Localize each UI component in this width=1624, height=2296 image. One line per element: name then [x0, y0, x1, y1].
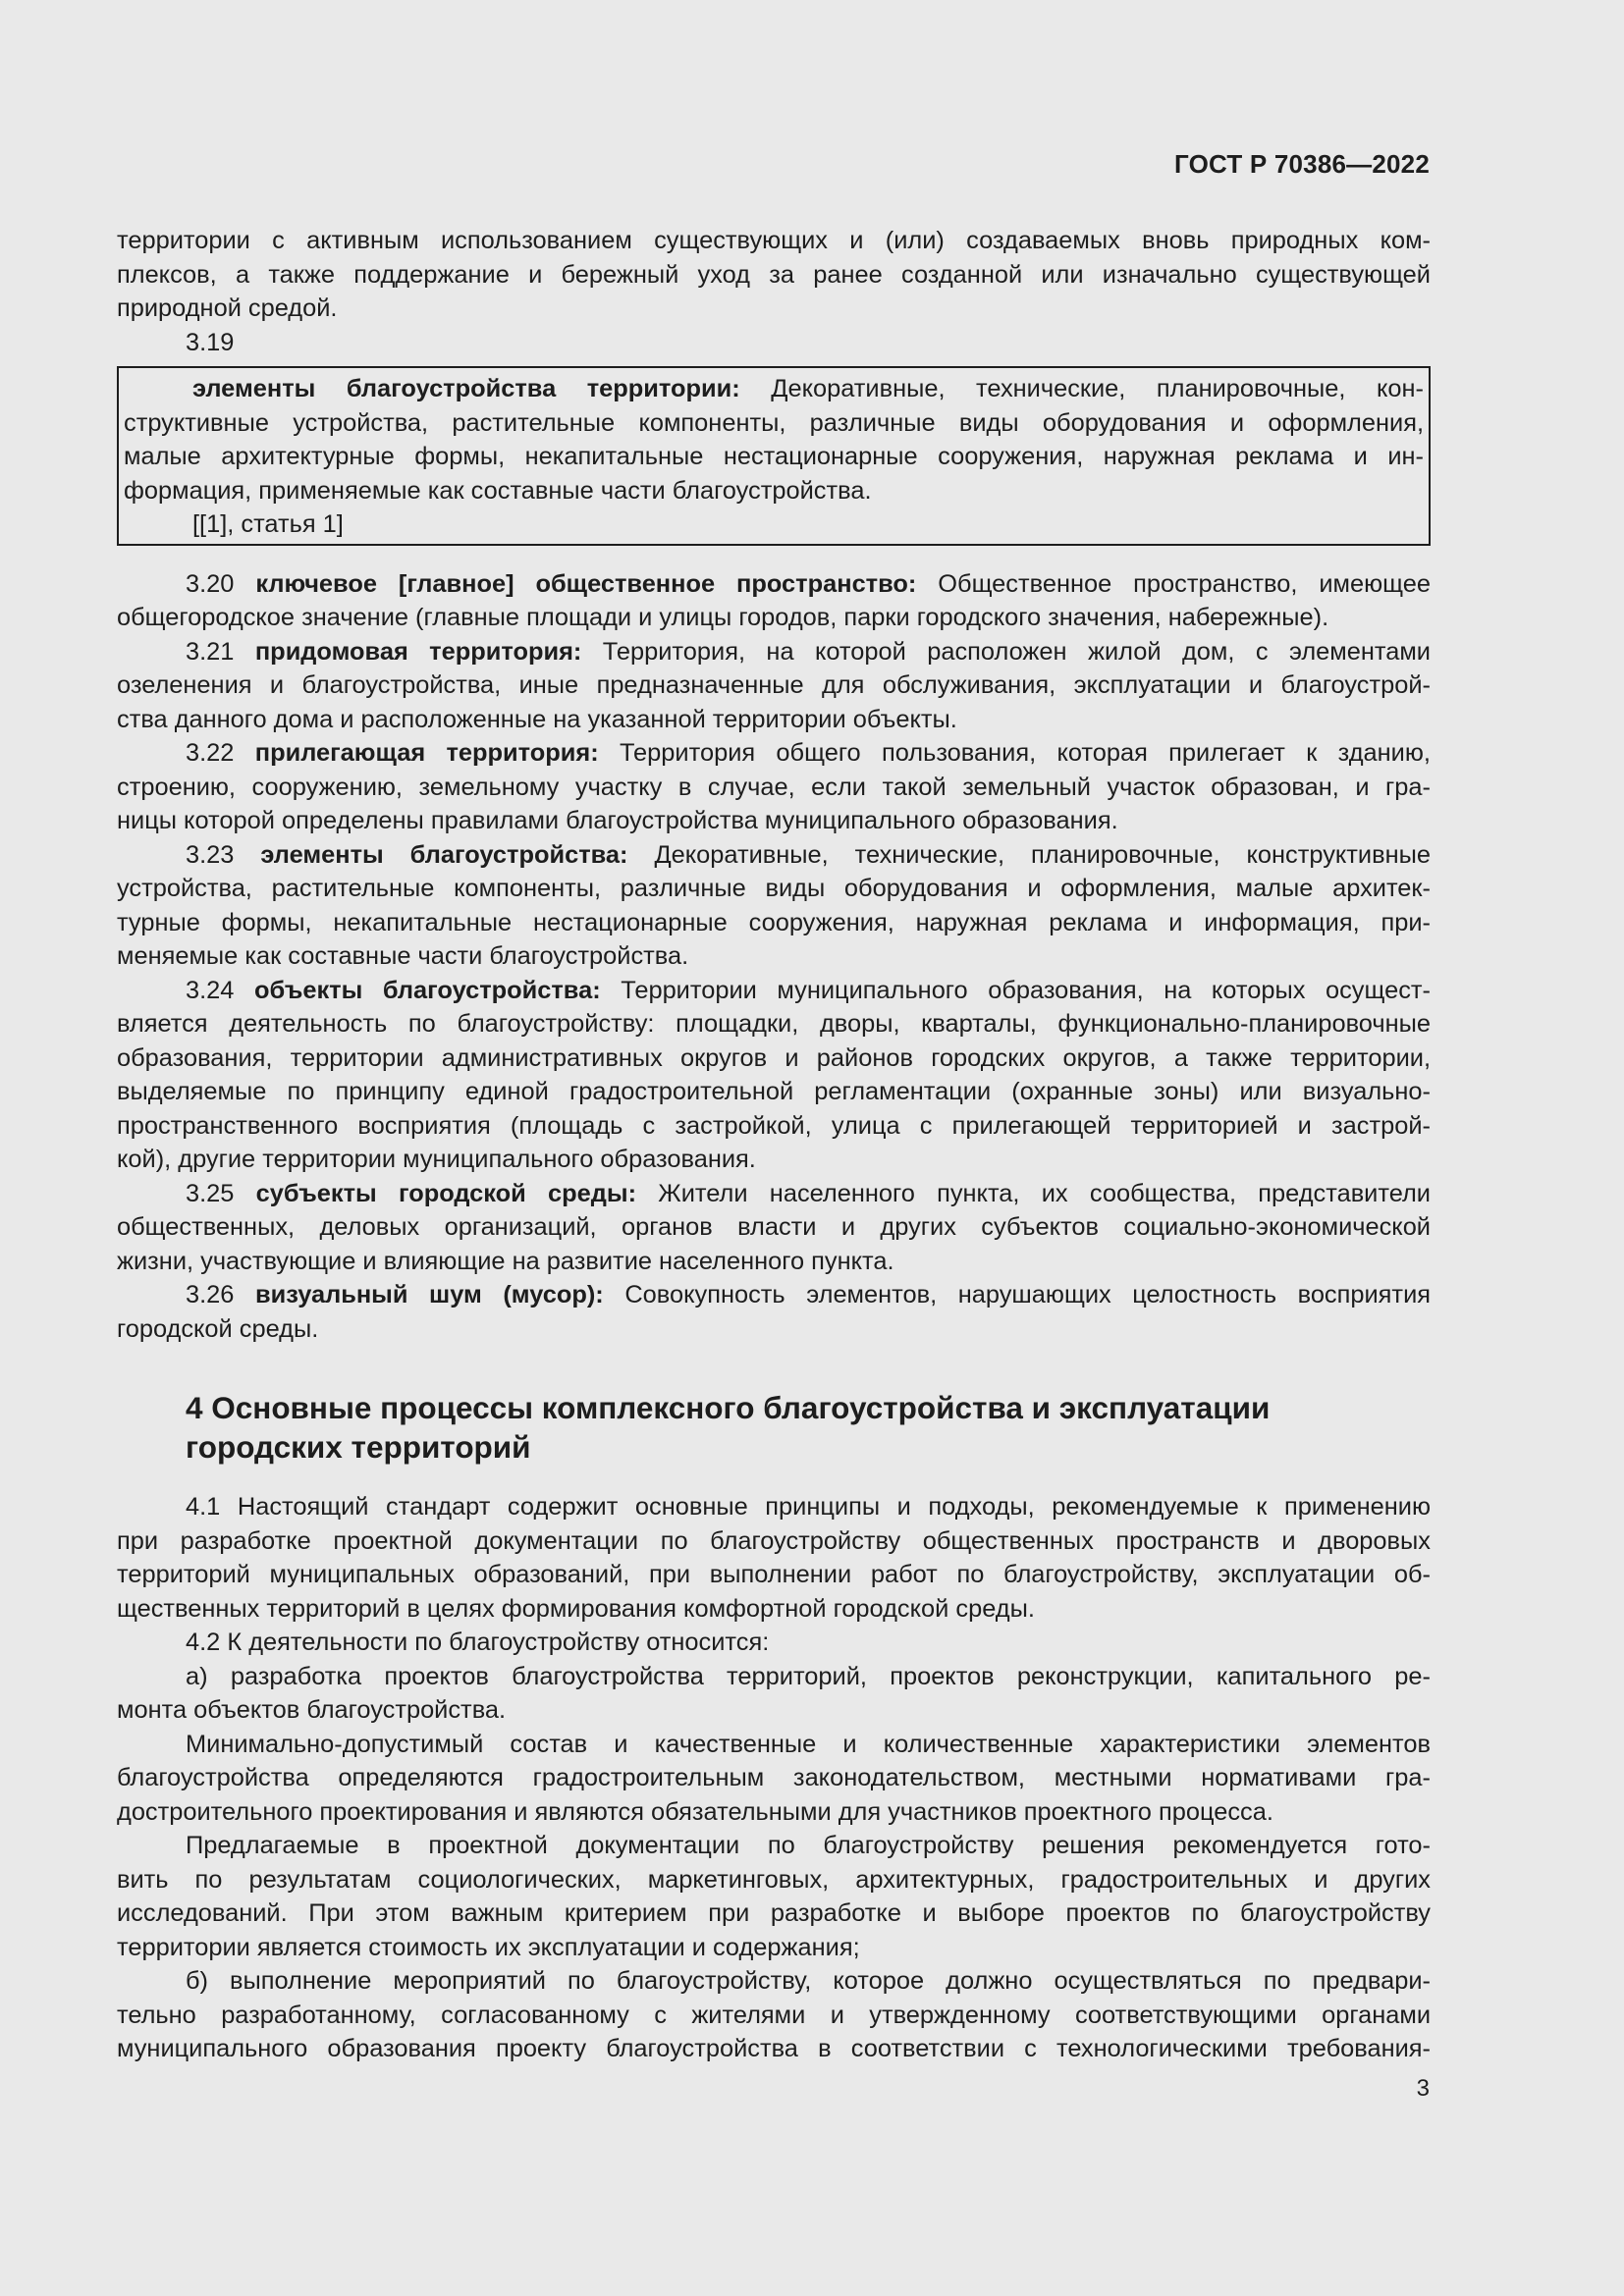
definition-3-22 — [117, 736, 1431, 838]
text-line: вляется деятельность по благоустройству: площадки, дворы, кварталы, функционально-планировочные — [117, 1010, 1431, 1038]
text-line: общегородское значение (главные площади и улицы городов, парки городского значения, набережные). — [117, 604, 1329, 631]
text-line: при разработке проектной документации по благоустройству общественных пространств и дворовых — [117, 1526, 1431, 1555]
term-definition-start: Территория, на которой расположен жилой дом, с элементами — [581, 637, 1431, 666]
text-line: благоустройства определяются градостроительным законодательством, местными нормативами гра- — [117, 1764, 1431, 1791]
text-line: пространственного восприятия (площадь с застройкой, улица с прилегающей территорией и застрой- — [117, 1111, 1431, 1140]
text-line: природной средой. — [117, 294, 338, 322]
text-line: кой), другие территории муниципального образования. — [117, 1146, 756, 1173]
definition-3-21 — [117, 635, 1431, 737]
text-line: исследований. При этом важным критерием при разработке и выборе проектов по благоустройству — [117, 1899, 1431, 1927]
text-line — [117, 838, 1431, 873]
term-name: объекты благоустройства: — [253, 976, 601, 1004]
text-line: устройства, растительные компоненты, различные виды оборудования и оформления, малые архитек- — [117, 875, 1431, 902]
term-name: элементы благоустройства: — [260, 840, 628, 869]
definition-3-26 — [117, 1278, 1431, 1346]
term-name: визуальный шум (мусор): — [254, 1281, 604, 1308]
paragraph — [117, 1626, 1431, 1660]
definition-3-20 — [117, 567, 1431, 635]
text-line: Минимально-допустимый состав и качественные и количественные характеристики элементов — [186, 1730, 1431, 1758]
text-line — [117, 1278, 1431, 1312]
section-4-heading — [186, 1388, 1431, 1467]
term-definition-start: Декоративные, технические, планировочные, кон- — [739, 375, 1424, 402]
definition-3-24 — [117, 974, 1431, 1177]
text-line: территории с активным использованием существующих и (или) создаваемых вновь природных ком- — [117, 227, 1431, 254]
text-line: тельно разработанному, согласованному с жителями и утвержденному соответствующими органами — [117, 2001, 1431, 2029]
term-name: прилегающая территория: — [254, 739, 599, 767]
term-definition-start: Жители населенного пункта, их сообщества, представители — [636, 1179, 1431, 1207]
clause-number: 3.22 — [186, 739, 255, 767]
text-line: структивные устройства, растительные компоненты, различные виды оборудования и оформления, — [124, 408, 1424, 437]
definition-3-25 — [117, 1177, 1431, 1279]
text-line: достроительного проектирования и являются обязательными для участников проектного процесса. — [117, 1797, 1273, 1826]
clause-number: 3.24 — [186, 976, 254, 1004]
text-line: образования, территории административных округов и районов городских округов, а также территории, — [117, 1043, 1431, 1072]
text-line: б) выполнение мероприятий по благоустройству, которое должно осуществляться по предвари- — [186, 1967, 1431, 1995]
text-line: Предлагаемые в проектной документации по благоустройству решения рекомендуется гото- — [186, 1832, 1431, 1859]
text-line: выделяемые по принципу единой градостроительной регламентации (охранные зоны) или визуально- — [117, 1078, 1431, 1105]
text-line — [117, 1177, 1431, 1211]
intro-paragraph — [117, 224, 1431, 326]
paragraph — [117, 1829, 1431, 1964]
term-definition-start: Общественное пространство, имеющее — [916, 569, 1431, 598]
clause-number: 3.26 — [186, 1281, 255, 1308]
section-heading-line: городских территорий — [186, 1429, 531, 1465]
text-line: территорий муниципальных образований, при выполнении работ по благоустройству, эксплуатации об- — [117, 1561, 1431, 1588]
text-line: меняемые как составные части благоустройства. — [117, 942, 689, 970]
clause-number: 3.25 — [186, 1179, 256, 1207]
clause-number: 3.20 — [186, 569, 256, 598]
text-line: формация, применяемые как составные части благоустройства. — [124, 476, 872, 505]
text-line: щественных территорий в целях формирования комфортной городской среды. — [117, 1594, 1035, 1623]
term-definition-start: Совокупность элементов, нарушающих целостность восприятия — [603, 1281, 1431, 1308]
text-line: плексов, а также поддержание и бережный уход за ранее созданной или изначально существующей — [117, 260, 1431, 289]
definition-3-23 — [117, 838, 1431, 974]
text-line: турные формы, некапитальные нестационарные сооружения, наружная реклама и информация, при- — [117, 908, 1431, 936]
text-line: вить по результатам социологических, маркетинговых, архитектурных, градостроительных и других — [117, 1865, 1431, 1894]
text-line: городской среды. — [117, 1314, 319, 1343]
document-code-header: ГОСТ Р 70386—2022 — [1174, 149, 1430, 179]
text-line: строению, сооружению, земельному участку в случае, если такой земельный участок образован, и гра- — [117, 773, 1431, 801]
text-line: территории является стоимость их эксплуатации и содержания; — [117, 1933, 860, 1961]
text-line: муниципального образования проекту благоустройства в соответствии с технологическими требования- — [117, 2035, 1431, 2062]
text-line: озеленения и благоустройства, иные предназначенные для обслуживания, эксплуатации и благоустрой- — [117, 671, 1431, 699]
term-name: субъекты городской среды: — [255, 1179, 637, 1207]
text-line — [117, 974, 1431, 1008]
text-line: монта объектов благоустройства. — [117, 1696, 507, 1724]
page-content — [117, 224, 1431, 2066]
term-definition-start: Территория общего пользования, которая прилегает к зданию, — [598, 739, 1431, 767]
text-line: малые архитектурные формы, некапитальные нестационарные сооружения, наружная реклама и ин- — [124, 443, 1424, 470]
term-definition-start: Территории муниципального образования, на которых осущест- — [600, 976, 1431, 1004]
clause-number-3-19: 3.19 — [186, 328, 235, 356]
paragraph — [117, 1964, 1431, 2066]
term-name: элементы благоустройства территории: — [192, 375, 740, 402]
section-heading-line: 4 Основные процессы комплексного благоустройства и эксплуатации — [186, 1390, 1271, 1425]
clause-number: 3.23 — [186, 840, 261, 869]
text-line: а) разработка проектов благоустройства территорий, проектов реконструкции, капитального ре- — [186, 1662, 1431, 1690]
text-line: 4.1 Настоящий стандарт содержит основные принципы и подходы, рекомендуемые к применению — [186, 1493, 1431, 1521]
section-4-body — [117, 1490, 1431, 2066]
text-line — [117, 635, 1431, 669]
text-line: общественных, деловых организаций, органов власти и других субъектов социально-экономической — [117, 1213, 1431, 1241]
text-line — [117, 736, 1431, 771]
text-line: ницы которой определены правилами благоустройства муниципального образования. — [117, 807, 1118, 834]
text-line — [124, 372, 1424, 406]
term-name: ключевое [главное] общественное пространство: — [255, 569, 917, 598]
paragraph — [117, 1490, 1431, 1626]
term-definition-box — [117, 366, 1431, 546]
clause-number: 3.21 — [186, 637, 255, 666]
term-definition-start: Декоративные, технические, планировочные, конструктивные — [627, 840, 1431, 869]
text-line — [117, 567, 1431, 602]
paragraph — [117, 1728, 1431, 1830]
page-number: 3 — [1416, 2075, 1430, 2102]
term-reference: [[1], статья 1] — [192, 510, 344, 538]
text-line: жизни, участвующие и влияющие на развитие населенного пункта. — [117, 1247, 894, 1275]
term-name: придомовая территория: — [254, 637, 582, 666]
definitions-list — [117, 567, 1431, 1347]
text-line: 4.2 К деятельности по благоустройству относится: — [186, 1629, 770, 1656]
paragraph — [117, 1660, 1431, 1728]
text-line: ства данного дома и расположенные на указанной территории объекты. — [117, 705, 957, 733]
